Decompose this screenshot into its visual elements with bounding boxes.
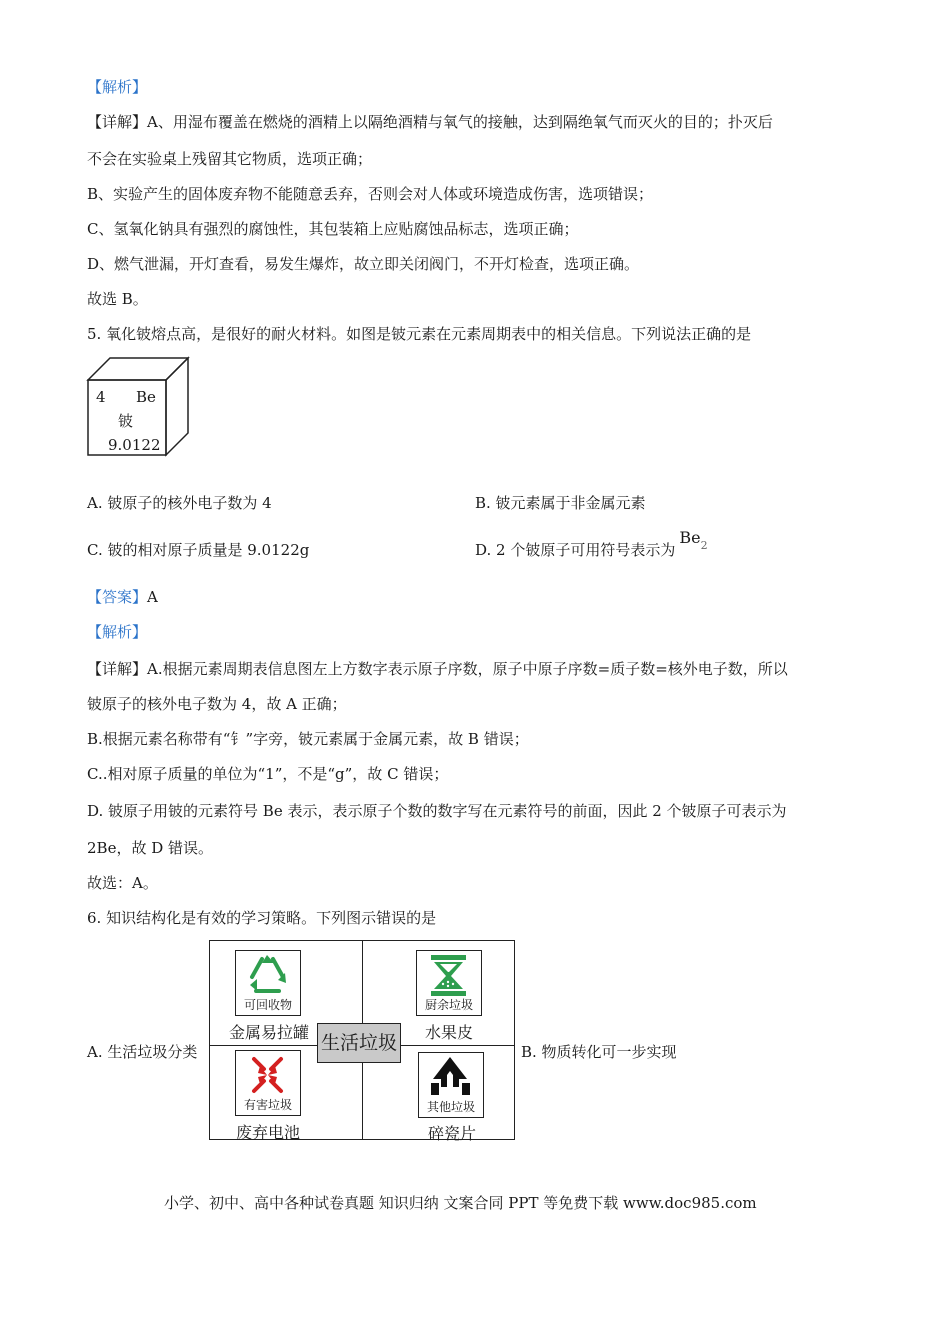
detail-line: B、实验产生的固体废弃物不能随意丢弃，否则会对人体或环境造成伤害，选项错误； <box>87 185 654 203</box>
kitchen-waste-caption: 厨余垃圾 <box>424 998 473 1012</box>
detail-line: B.根据元素名称带有“钅”字旁，铍元素属于金属元素，故 B 错误； <box>87 730 529 748</box>
atomic-mass: 9.0122 <box>108 436 161 454</box>
kitchen-waste-item: 水果皮 <box>425 1023 474 1042</box>
element-name: 铍 <box>118 412 134 430</box>
detail-line <box>87 659 788 679</box>
conclusion-line: 故选 B。 <box>87 290 148 308</box>
hazardous-waste-item: 废弃电池 <box>236 1123 301 1142</box>
recyclable-icon <box>235 950 301 1016</box>
analysis-heading-1: 【解析】 <box>87 78 148 96</box>
element-cell-diagram <box>86 356 196 465</box>
formula-subscript: 2 <box>700 539 708 552</box>
center-label-box: 生活垃圾 <box>317 1023 401 1063</box>
answer-label: 【答案】 <box>87 588 148 606</box>
hourglass-icon <box>417 951 480 999</box>
q6-option-b: B. 物质转化可一步实现 <box>521 1043 677 1061</box>
option-c: C. 铍的相对原子质量是 9.0122g <box>87 541 310 559</box>
detail-line: 铍原子的核外电子数为 4，故 A 正确； <box>87 695 347 713</box>
question-6-stem: 6. 知识结构化是有效的学习策略。下列图示错误的是 <box>87 909 437 927</box>
detail-line: D、燃气泄漏，开灯查看，易发生爆炸，故立即关闭阀门，不开灯检查，选项正确。 <box>87 255 640 273</box>
hazardous-waste-caption: 有害垃圾 <box>243 1098 292 1112</box>
option-d-text: D. 2 个铍原子可用符号表示为 <box>475 541 676 559</box>
option-b: B. 铍元素属于非金属元素 <box>475 494 646 512</box>
formula-symbol: Be <box>679 528 701 547</box>
detail-text: A、用湿布覆盖在燃烧的酒精上以隔绝酒精与氧气的接触，达到隔绝氧气而灭火的目的；扑灭后 <box>147 113 773 131</box>
other-waste-caption: 其他垃圾 <box>426 1100 475 1114</box>
other-waste-item: 碎瓷片 <box>428 1124 477 1143</box>
detail-line: C..相对原子质量的单位为“1”，不是“g”，故 C 错误； <box>87 765 449 783</box>
atomic-number: 4 <box>96 388 106 406</box>
recyclable-caption: 可回收物 <box>243 998 292 1012</box>
answer-line <box>87 587 158 607</box>
detail-line <box>87 112 773 132</box>
hazardous-waste-icon <box>235 1050 301 1116</box>
answer-value: A <box>147 588 158 606</box>
analysis-heading-2: 【解析】 <box>87 623 148 641</box>
detail-label: 【详解】 <box>87 113 148 131</box>
element-symbol: Be <box>136 388 156 406</box>
other-waste-icon <box>418 1052 484 1118</box>
recycle-arrows-icon <box>236 951 299 999</box>
detail-label: 【详解】 <box>87 660 148 678</box>
detail-line: C、氢氧化钠具有强烈的腐蚀性，其包装箱上应贴腐蚀品标志，选项正确； <box>87 220 579 238</box>
conclusion-line: 故选：A。 <box>87 874 158 892</box>
detail-line: D. 铍原子用铍的元素符号 Be 表示，表示原子个数的数字写在元素符号的前面，因此 2 个铍原子可表示为 <box>87 802 787 820</box>
other-waste-arrows-icon <box>419 1053 482 1101</box>
hazard-cross-icon <box>236 1051 299 1099</box>
detail-line: 不会在实验桌上残留其它物质，选项正确； <box>87 150 373 168</box>
detail-text: A.根据元素周期表信息图左上方数字表示原子序数，原子中原子序数=质子数=核外电子数，所以 <box>147 660 788 678</box>
q6-option-a: A. 生活垃圾分类 <box>87 1043 198 1061</box>
detail-line: 2Be，故 D 错误。 <box>87 839 214 857</box>
option-a: A. 铍原子的核外电子数为 4 <box>87 494 272 512</box>
kitchen-waste-icon <box>416 950 482 1016</box>
page-footer: 小学、初中、高中各种试卷真题 知识归纳 文案合同 PPT 等免费下载 www.doc985.com <box>164 1194 757 1212</box>
recyclable-item: 金属易拉罐 <box>229 1023 310 1042</box>
option-d <box>475 528 708 566</box>
question-5-stem: 5. 氧化铍熔点高，是很好的耐火材料。如图是铍元素在元素周期表中的相关信息。下列说法正确的是 <box>87 325 752 343</box>
